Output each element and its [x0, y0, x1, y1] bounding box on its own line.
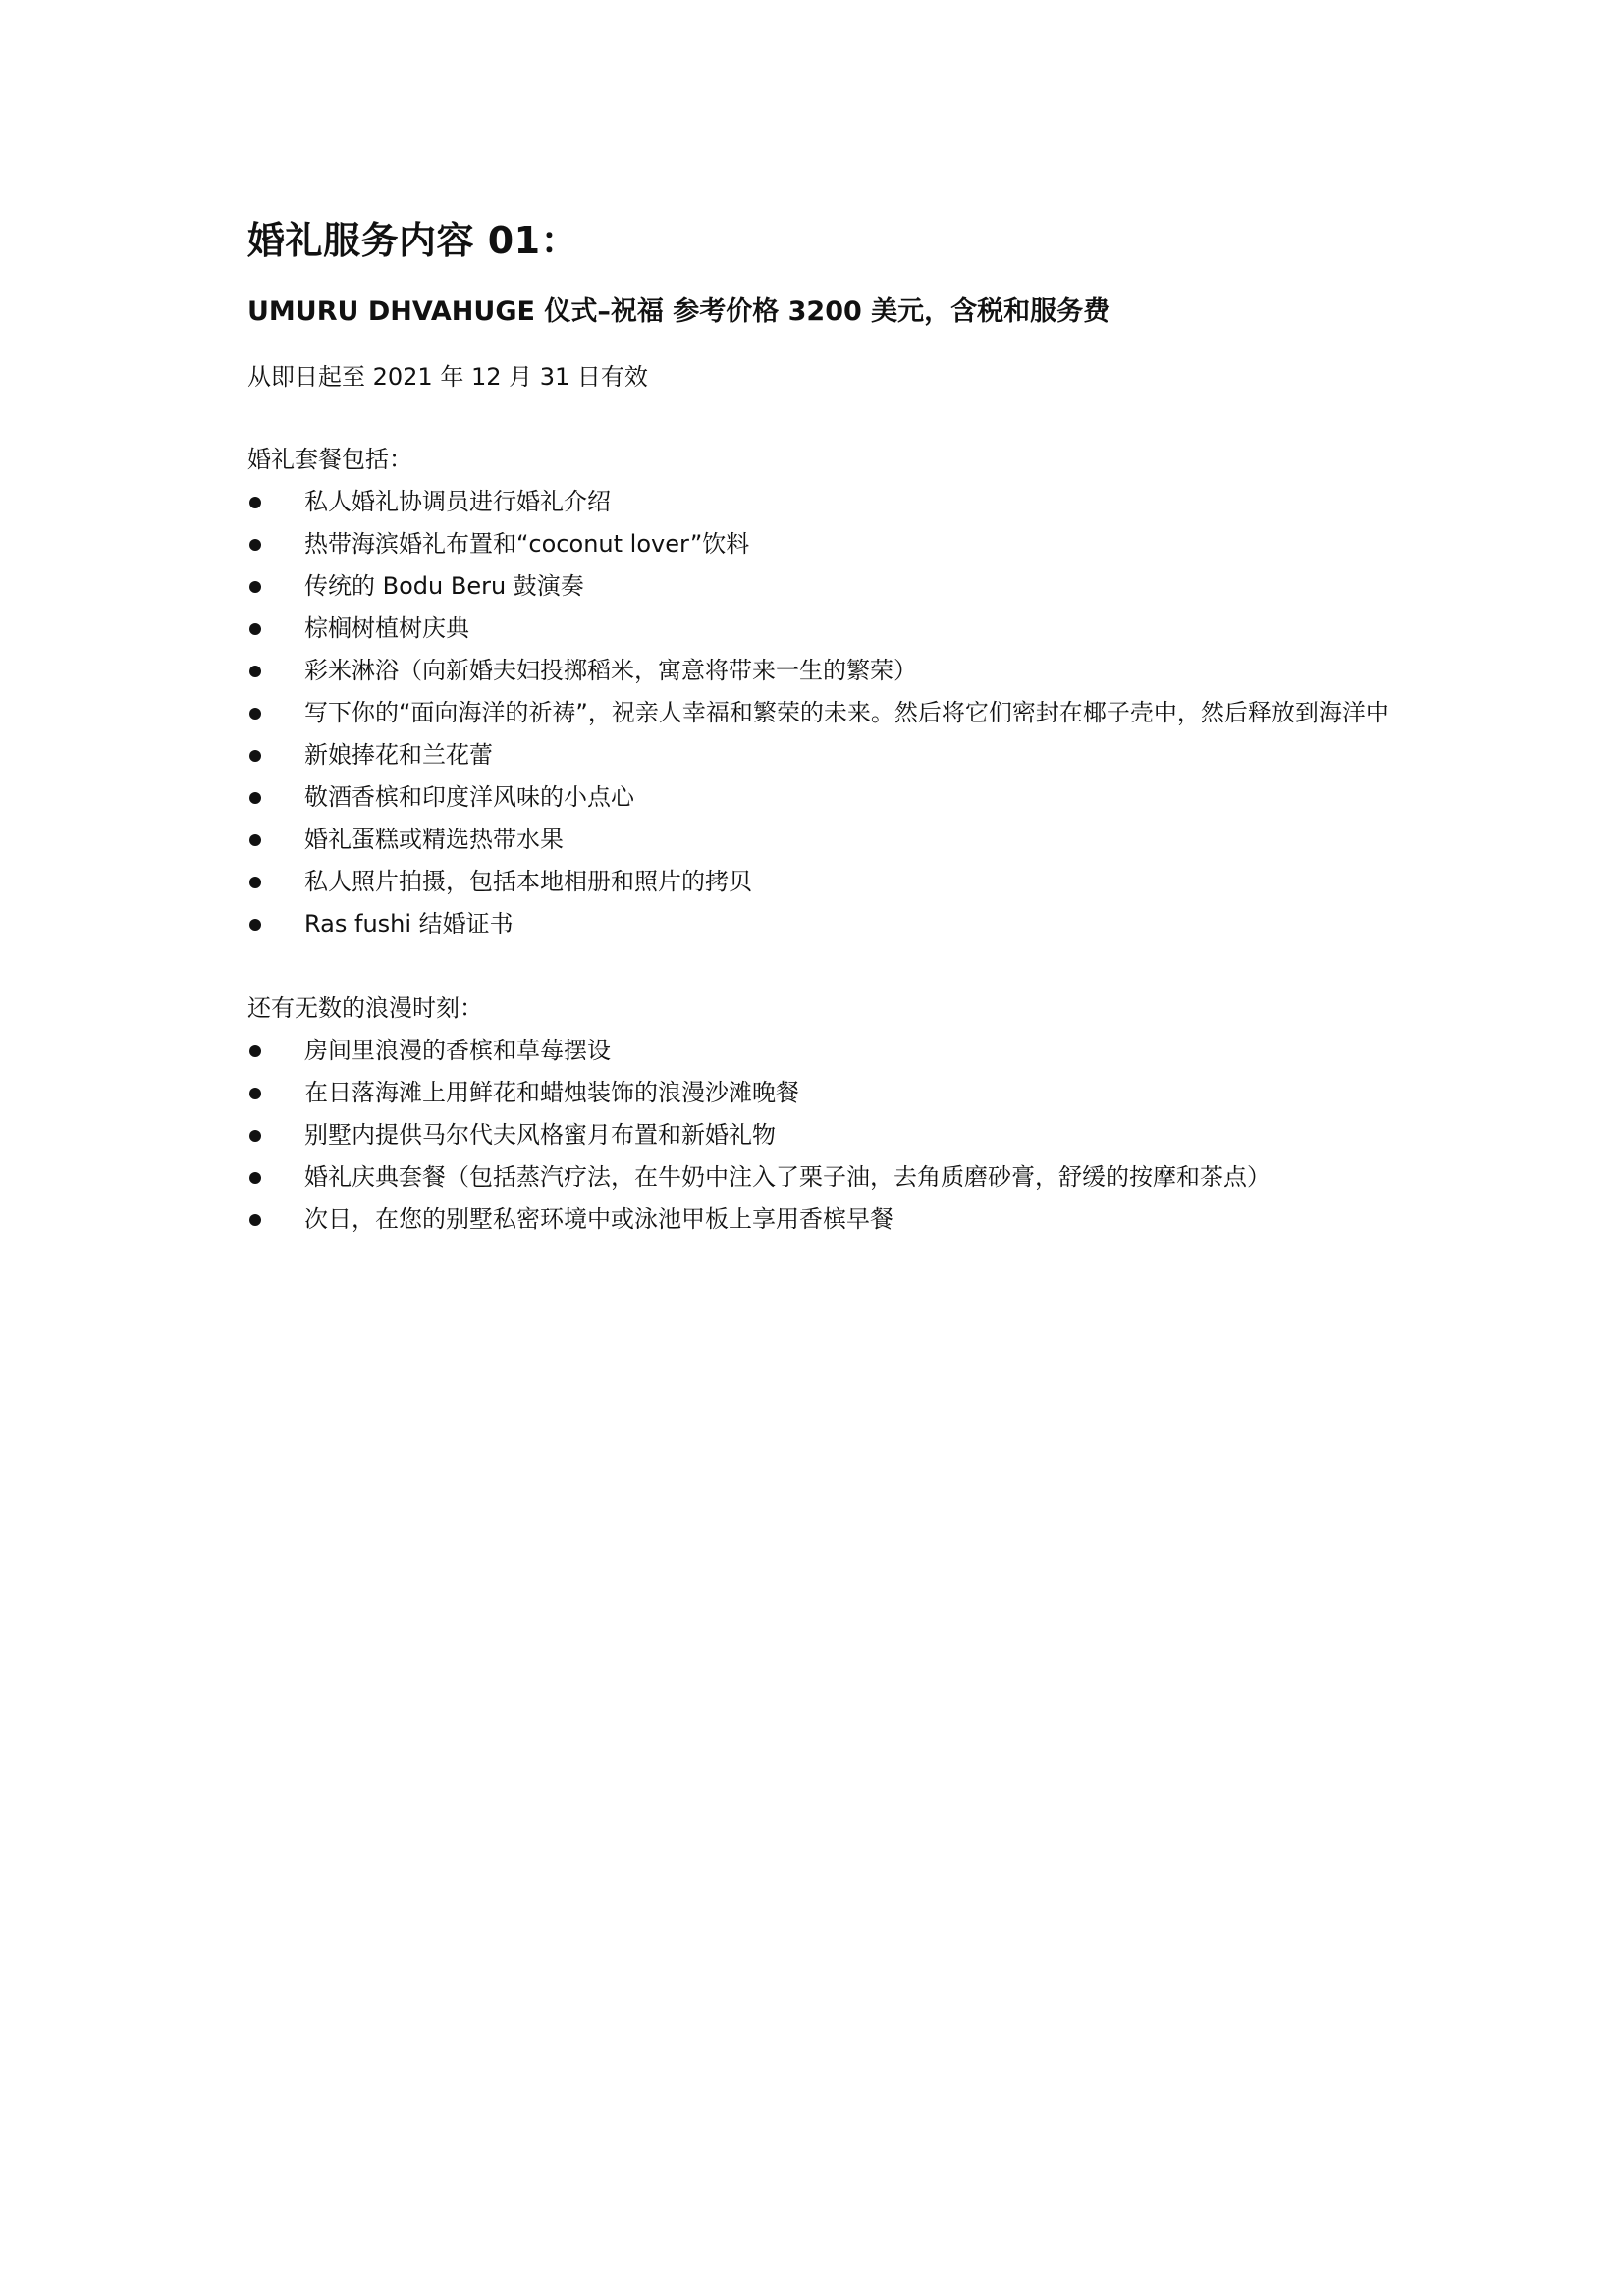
bullet-icon	[249, 497, 261, 508]
romance-list	[247, 1030, 1406, 1241]
list-item: 棕榈树植树庆典	[247, 608, 1406, 650]
bullet-icon	[249, 877, 261, 888]
bullet-icon	[249, 750, 261, 762]
bullet-icon	[249, 792, 261, 804]
list-item: 敬酒香槟和印度洋风味的小点心	[247, 776, 1406, 819]
bullet-icon	[249, 708, 261, 720]
list-item: 写下你的“面向海洋的祈祷”，祝亲人幸福和繁荣的未来。然后将它们密封在椰子壳中，然后释放到海洋中	[247, 692, 1406, 734]
bullet-icon	[249, 581, 261, 593]
list-item: 在日落海滩上用鲜花和蜡烛装饰的浪漫沙滩晚餐	[247, 1072, 1406, 1114]
page-title: 婚礼服务内容 01：	[247, 219, 579, 262]
romance-heading: 还有无数的浪漫时刻：	[247, 994, 483, 1022]
list-item: 次日，在您的别墅私密环境中或泳池甲板上享用香槟早餐	[247, 1199, 1406, 1241]
bullet-icon	[249, 666, 261, 677]
package-subtitle: UMURU DHVAHUGE 仪式–祝福 参考价格 3200 美元，含税和服务费	[247, 296, 1110, 327]
bullet-icon	[249, 1172, 261, 1184]
validity-text: 从即日起至 2021 年 12 月 31 日有效	[247, 363, 648, 391]
list-item: Ras fushi 结婚证书	[247, 903, 1406, 945]
bullet-icon	[249, 623, 261, 635]
list-item: 婚礼蛋糕或精选热带水果	[247, 819, 1406, 861]
bullet-icon	[249, 1130, 261, 1142]
list-item: 热带海滨婚礼布置和“coconut lover”饮料	[247, 523, 1406, 565]
bullet-icon	[249, 919, 261, 931]
bullet-icon	[249, 834, 261, 846]
list-item: 别墅内提供马尔代夫风格蜜月布置和新婚礼物	[247, 1114, 1406, 1156]
bullet-icon	[249, 1045, 261, 1057]
list-item: 私人婚礼协调员进行婚礼介绍	[247, 481, 1406, 523]
bullet-icon	[249, 539, 261, 551]
list-item: 彩米淋浴（向新婚夫妇投掷稻米，寓意将带来一生的繁荣）	[247, 650, 1406, 692]
bullet-icon	[249, 1088, 261, 1099]
list-item: 婚礼庆典套餐（包括蒸汽疗法，在牛奶中注入了栗子油，去角质磨砂膏，舒缓的按摩和茶点）	[247, 1156, 1406, 1199]
list-item: 房间里浪漫的香槟和草莓摆设	[247, 1030, 1406, 1072]
package-heading: 婚礼套餐包括：	[247, 446, 412, 473]
document-page	[247, 211, 1406, 1241]
list-item: 私人照片拍摄，包括本地相册和照片的拷贝	[247, 861, 1406, 903]
package-list	[247, 481, 1406, 945]
bullet-icon	[249, 1214, 261, 1226]
list-item: 传统的 Bodu Beru 鼓演奏	[247, 565, 1406, 608]
list-item: 新娘捧花和兰花蕾	[247, 734, 1406, 776]
